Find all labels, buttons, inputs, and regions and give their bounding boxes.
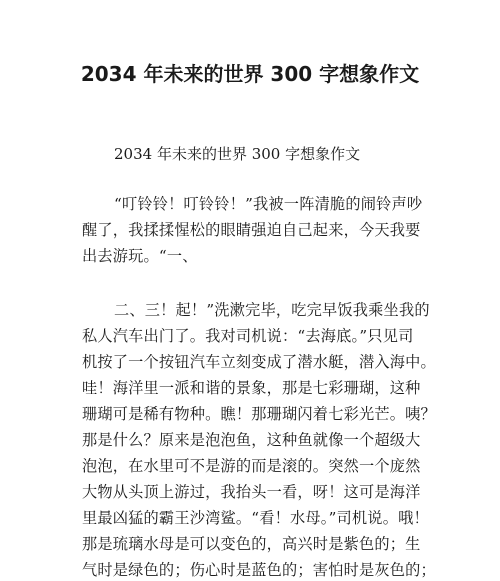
- essay-line: 二、三！起！”洗漱完毕，吃完早饭我乘坐我的: [114, 301, 430, 319]
- essay-line: 出去游玩。“一、: [82, 247, 198, 265]
- essay-line: 珊瑚可是稀有物种。瞧！那珊瑚闪着七彩光芒。咦？: [82, 405, 436, 423]
- essay-line: 醒了，我揉揉惺松的眼睛强迫自己起来，今天我要: [82, 221, 421, 239]
- essay-line: 私人汽车出门了。我对司机说：“去海底。”只见司: [82, 327, 414, 345]
- essay-line: 大物从头顶上游过，我抬头一看，呀！这可是海洋: [82, 483, 421, 501]
- essay-line: 里最凶猛的霸王沙湾鲨。“看！水母。”司机说。哦！: [82, 509, 429, 527]
- essay-line: 机按了一个按钮汽车立刻变成了潜水艇，潜入海中。: [82, 353, 436, 371]
- document-subtitle: 2034 年未来的世界 300 字想象作文: [114, 145, 361, 163]
- essay-line: 哇！海洋里一派和谐的景象，那是七彩珊瑚，这种: [82, 379, 421, 397]
- essay-line: 那是什么？原来是泡泡鱼，这种鱼就像一个超级大: [82, 431, 421, 449]
- essay-line: 气时是绿色的；伤心时是蓝色的；害怕时是灰色的；: [82, 561, 436, 579]
- essay-line: 那是琉璃水母是可以变色的，高兴时是紫色的；生: [82, 535, 421, 553]
- document-title: 2034 年未来的世界 300 字想象作文: [80, 62, 420, 86]
- essay-line: 泡泡，在水里可不是游的而是滚的。突然一个庞然: [82, 457, 421, 475]
- essay-line: “叮铃铃！叮铃铃！”我被一阵清脆的闹铃声吵: [114, 195, 423, 213]
